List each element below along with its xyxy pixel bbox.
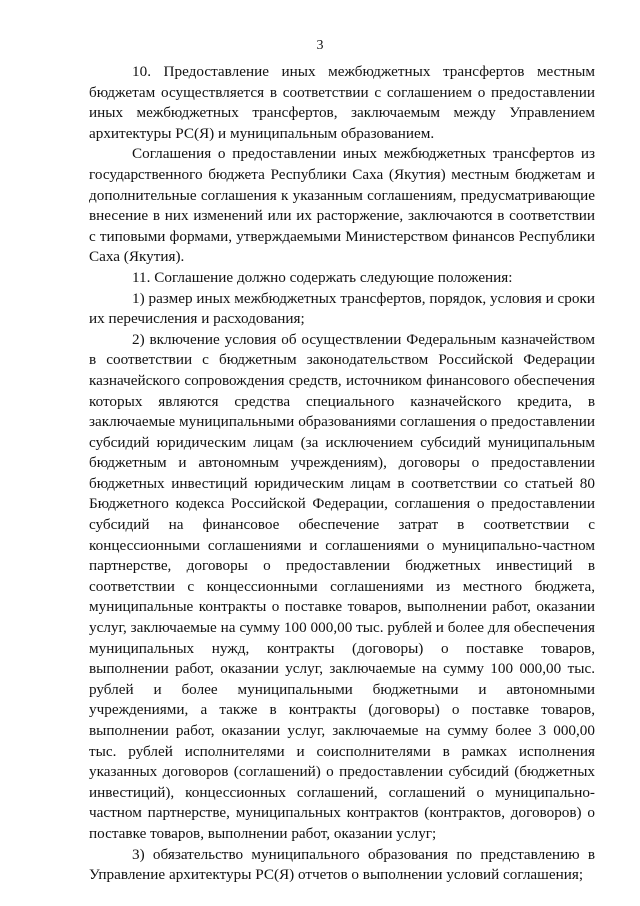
paragraph-clause-11: 11. Соглашение должно содержать следующие положения: [132,268,513,286]
document-body [89,62,595,886]
page-number: 3 [316,38,324,53]
list-item-1: 1) размер иных межбюджетных трансфертов, порядок, условия и сроки их перечисления и расходования; [89,289,595,328]
list-item-3: 3) обязательство муниципального образования по представлению в Управление архитектуры РС(Я) отчетов о выполнении условий соглашения; [89,845,595,884]
paragraph-agreements: Соглашения о предоставлении иных межбюджетных трансфертов из государственного бюджета Республики Саха (Якутия) местным бюджетам и дополнительные соглашения к указанным соглашениям, предусматривающие внесение в них изменений или их расторжение, заключаются в соответствии с типовыми формами, утверждаемыми Министерством финансов Республики Саха (Якутия). [89,145,595,266]
list-item-2: 2) включение условия об осуществлении Федеральным казначейством в соответствии с бюджетным законодательством Российской Федерации казначейского сопровождения средств, источником финансового обеспечения которых являются средства специального казначейского кредита, в заключаемые муниципальными образованиями соглашения о предоставлении субсидий юридическим лицам (за исключением субсидий муниципальным бюджетным и автономным учреждениям), договоры о предоставлении бюджетных инвестиций юридическим лицам в соответствии со статьей 80 Бюджетного кодекса Российской Федерации, соглашения о предоставлении субсидий на финансовое обеспечение затрат в соответствии с концессионными соглашениями и соглашениями о муниципально-частном партнерстве, договоры о предоставлении бюджетных инвестиций в соответствии с концессионными соглашениями из местного бюджета, муниципальные контракты о поставке товаров, выполнении работ, оказании услуг, заключаемые на сумму 100 000,00 тыс. рублей и более для обеспечения муниципальных нужд, контракты (договоры) о поставке товаров, выполнении работ, оказании услуг, заключаемые на сумму 100 000,00 тыс. рублей и более муниципальными бюджетными и автономными учреждениями, а также в контракты (договоры) о поставке товаров, выполнении работ, оказании услуг, заключаемые на сумму более 3 000,00 тыс. рублей исполнителями и соисполнителями в рамках исполнения указанных договоров (соглашений) о предоставлении субсидий (бюджетных инвестиций), концессионных соглашений, соглашений о муниципально-частном партнерстве, муниципальных контрактов (контрактов, договоров) о поставке товаров, выполнении работ, оказании услуг; [89,330,595,842]
paragraph-clause-10: 10. Предоставление иных межбюджетных трансфертов местным бюджетам осуществляется в соответствии с соглашением о предоставлении иных межбюджетных трансфертов, заключаемым между Управлением архитектуры РС(Я) и муниципальным образованием. [89,63,595,142]
